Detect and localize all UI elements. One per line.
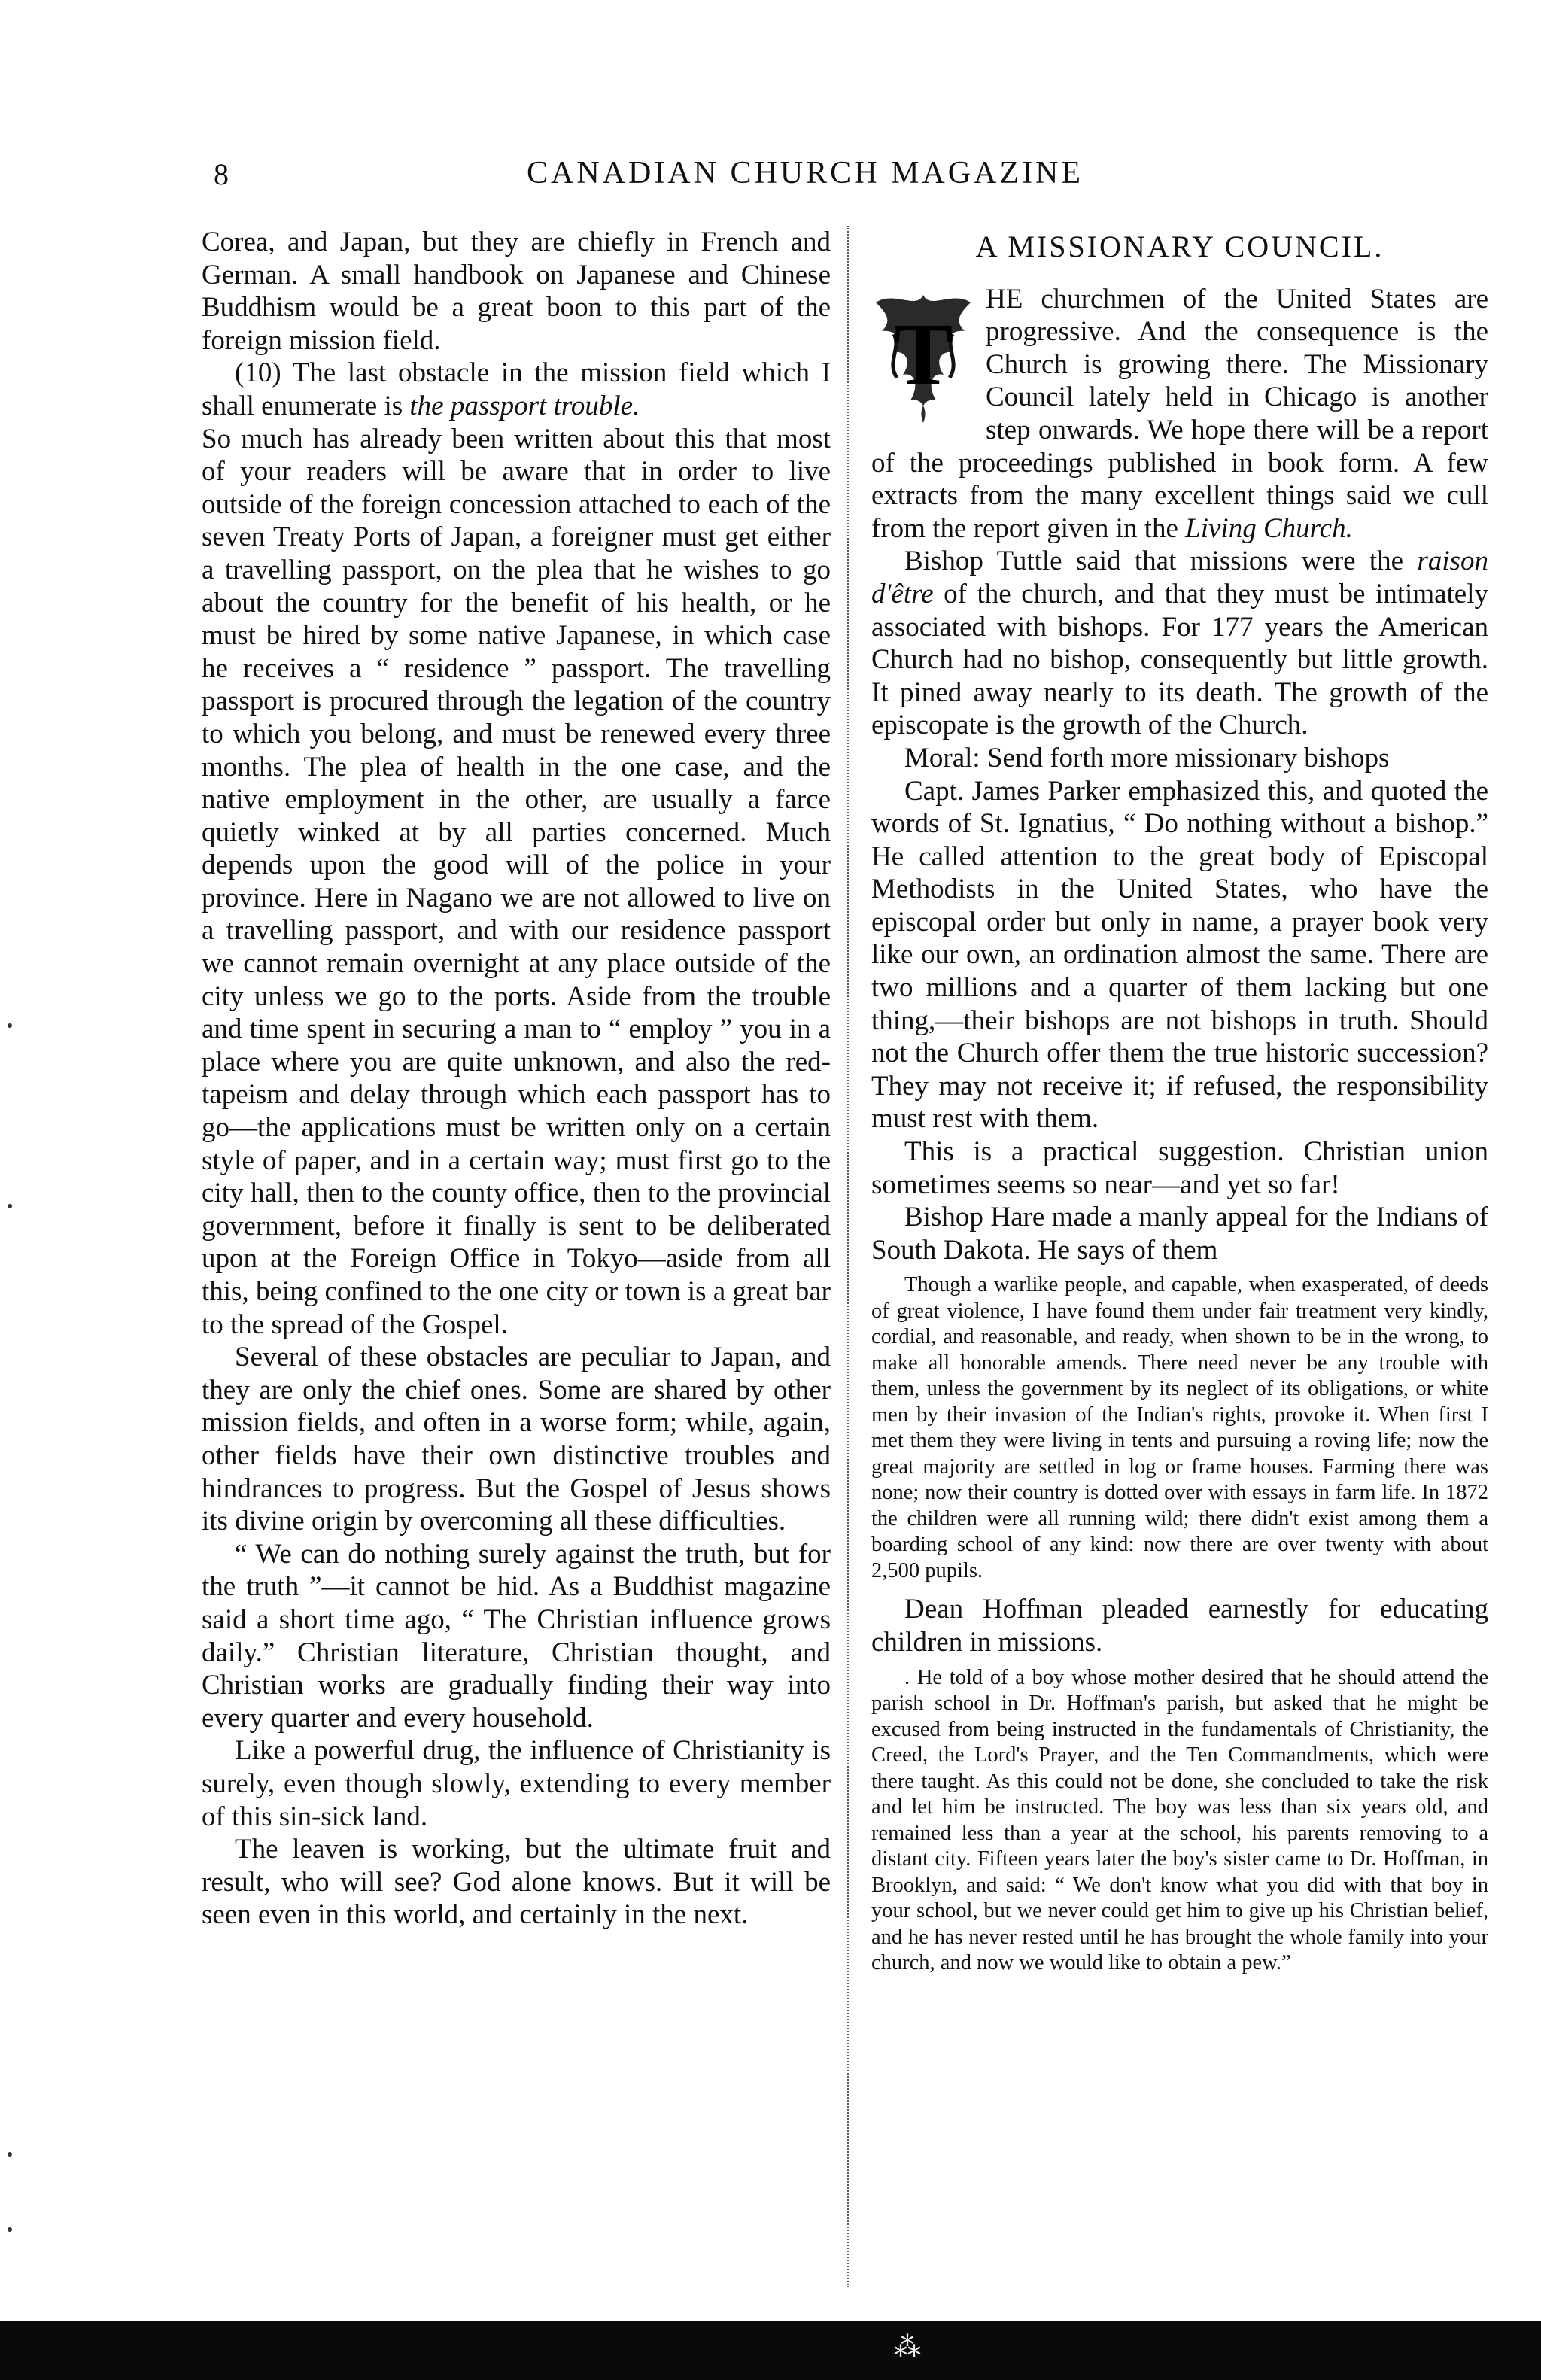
paragraph-moral: Moral: Send forth more missionary bishops	[904, 742, 1390, 774]
band-ornament: ⁂	[894, 2332, 921, 2362]
quote-hoffman: . He told of a boy whose mother desired that he should attend the parish school in Dr. Hoffman's parish, but asked that he might be excused from being instructed in the fundamentals of Christianity, the Creed, the Lord's Prayer, and the Ten Commandments, which were there taught. As this could not be done, she concluded to take the risk and let him be instructed. The boy was less than six years old, and remained less than a year at the school, his parents removing to a distant city. Fifteen years later the boy's sister came to Dr. Hoffman, in Brooklyn, and said: “ We don't know what you did with that boy in your school, but we never could get him to give up his Christian belief, and he has never rested until he has brought the whole family into your church, and now we would like to obtain a pew.”	[871, 1665, 1488, 1975]
article-title: A MISSIONARY COUNCIL.	[975, 229, 1384, 263]
edge-dot	[8, 2227, 12, 2232]
intro-text: HE churchmen of the United States are progressive. And the consequence is the Church is growing there. The Missionary Council lately held in Chicago is another step onwards. We hope there will be a report of the proceedings published in book form. A few extracts from the many excellent things said we cull from the report given in the	[871, 283, 1488, 544]
paragraph-hoffman: Dean Hoffman pleaded earnestly for educating children in missions.	[871, 1594, 1488, 1658]
quote-hare: Though a warlike people, and capable, when exasperated, of deeds of great violence, I have found them under fair treatment very kindly, cordial, and reasonable, and ready, when shown to be in the wrong, to make all honorable amends. There need never be any trouble with them, unless the government by its neglect of its obligations, or white men by their invasion of the Indian's rights, provoke it. When first I met them they were living in tents and pursuing a roving life; now the great majority are settled in log or frame houses. Farming there was none; now their country is dotted over with essays in farm life. In 1872 the children were all running wild; there didn't exist among them a boarding school of any kind: now there are over twenty with about 2,500 pupils.	[871, 1273, 1488, 1582]
right-column	[871, 226, 1488, 1986]
paragraph-drug: Like a powerful drug, the influence of Christianity is surely, even though slowly, extending to every member of this sin-sick land.	[202, 1735, 831, 1832]
paragraph-passport: So much has already been written about this that most of your readers will be aware that in order to live outside of the foreign concession attached to each of the seven Treaty Ports of Japan, a foreigner must get either a travelling passport, on the plea that he wishes to go about the country for the benefit of his health, or he must be hired by some native Japanese, in which case he receives a “ residence ” passport. The travelling passport is procured through the legation of the country to which you belong, and must be renewed every three months. The plea of health in the one case, and the native employment in the other, are usually a farce quietly winked at by all parties concerned. Much depends upon the good will of the police in your province. Here in Nagano we are not allowed to live on a travelling passport, and with our residence passport we cannot remain overnight at any place outside of the city unless we go to the ports. Aside from the trouble and time spent in securing a man to “ employ ” you in a place where you are quite unknown, and also the red-tapeism and delay through which each passport has to go—the applications must be written only on a certain style of paper, and in a certain way; must first go to the city hall, then to the county office, then to the provincial government, before it finally is sent to be deliberated upon at the Foreign Office in Tokyo—aside from all this, being confined to the one city or town is a great bar to the spread of the Gospel.	[202, 423, 831, 1340]
intro-italic-text: Living Church.	[1185, 512, 1353, 544]
paragraph-leaven: The leaven is working, but the ultimate fruit and result, who will see? God alone knows. But it will be seen even in this world, and certainly in the next.	[202, 1834, 831, 1931]
paragraph-corea: Corea, and Japan, but they are chiefly in French and German. A small handbook on Japanese and Chinese Buddhism would be a great boon to this part of the foreign mission field.	[202, 226, 831, 356]
edge-dot	[8, 2152, 12, 2157]
edge-dot	[8, 1204, 12, 1208]
dropcap-ornament-icon	[871, 287, 975, 427]
tuttle-lead-text: Bishop Tuttle said that missions were the	[904, 546, 1418, 577]
paragraph-passport-lead	[202, 357, 831, 422]
tuttle-italic-text: raison d'être	[871, 546, 1488, 609]
column-divider	[847, 226, 849, 2287]
page-number: 8	[214, 157, 229, 191]
passport-lead-text: (10) The last obstacle in the mission field which I shall enumerate is	[202, 357, 831, 421]
passport-italic-text: the passport trouble.	[409, 390, 640, 421]
paragraph-obstacles: Several of these obstacles are peculiar to Japan, and they are only the chief ones. Some are shared by other mission fields, and often in a worse form; while, again, other fields have their own distinctive troubles and hindrances to progress. But the Gospel of Jesus shows its divine origin by overcoming all these difficulties.	[202, 1342, 831, 1537]
paragraph-truth: “ We can do nothing surely against the truth, but for the truth ”—it cannot be hid. As a Buddhist magazine said a short time ago, “ The Christian influence grows daily.” Christian literature, Christian thought, and Christian works are gradually finding their way into every quarter and every household.	[202, 1538, 831, 1734]
paragraph-tuttle	[871, 545, 1488, 742]
paragraph-hare: Bishop Hare made a manly appeal for the Indians of South Dakota. He says of them	[871, 1202, 1488, 1266]
paragraph-parker: Capt. James Parker emphasized this, and quoted the words of St. Ignatius, “ Do nothing without a bishop.” He called attention to the great body of Episcopal Methodists in the United States, who have the episcopal order but only in name, a prayer book very like our own, an ordination almost the same. There are two millions and a quarter of them lacking but one thing,—their bishops are not bishops in truth. Should not the Church offer them the true historic succession? They may not receive it; if refused, the responsibility must rest with them.	[871, 775, 1488, 1135]
scan-edge-band	[0, 2321, 1541, 2380]
dropcap-letter: T	[893, 304, 953, 403]
tuttle-rest-text: of the church, and that they must be intimately associated with bishops. For 177 years the American Church had no bishop, consequently but little growth. It pined away nearly to its death. The growth of the episcopate is the growth of the Church.	[871, 578, 1488, 741]
left-column	[202, 226, 831, 1932]
running-title: CANADIAN CHURCH MAGAZINE	[527, 156, 1084, 190]
paragraph-practical: This is a practical suggestion. Christian union sometimes seems so near—and yet so far!	[871, 1136, 1488, 1200]
edge-dot	[8, 1023, 12, 1028]
